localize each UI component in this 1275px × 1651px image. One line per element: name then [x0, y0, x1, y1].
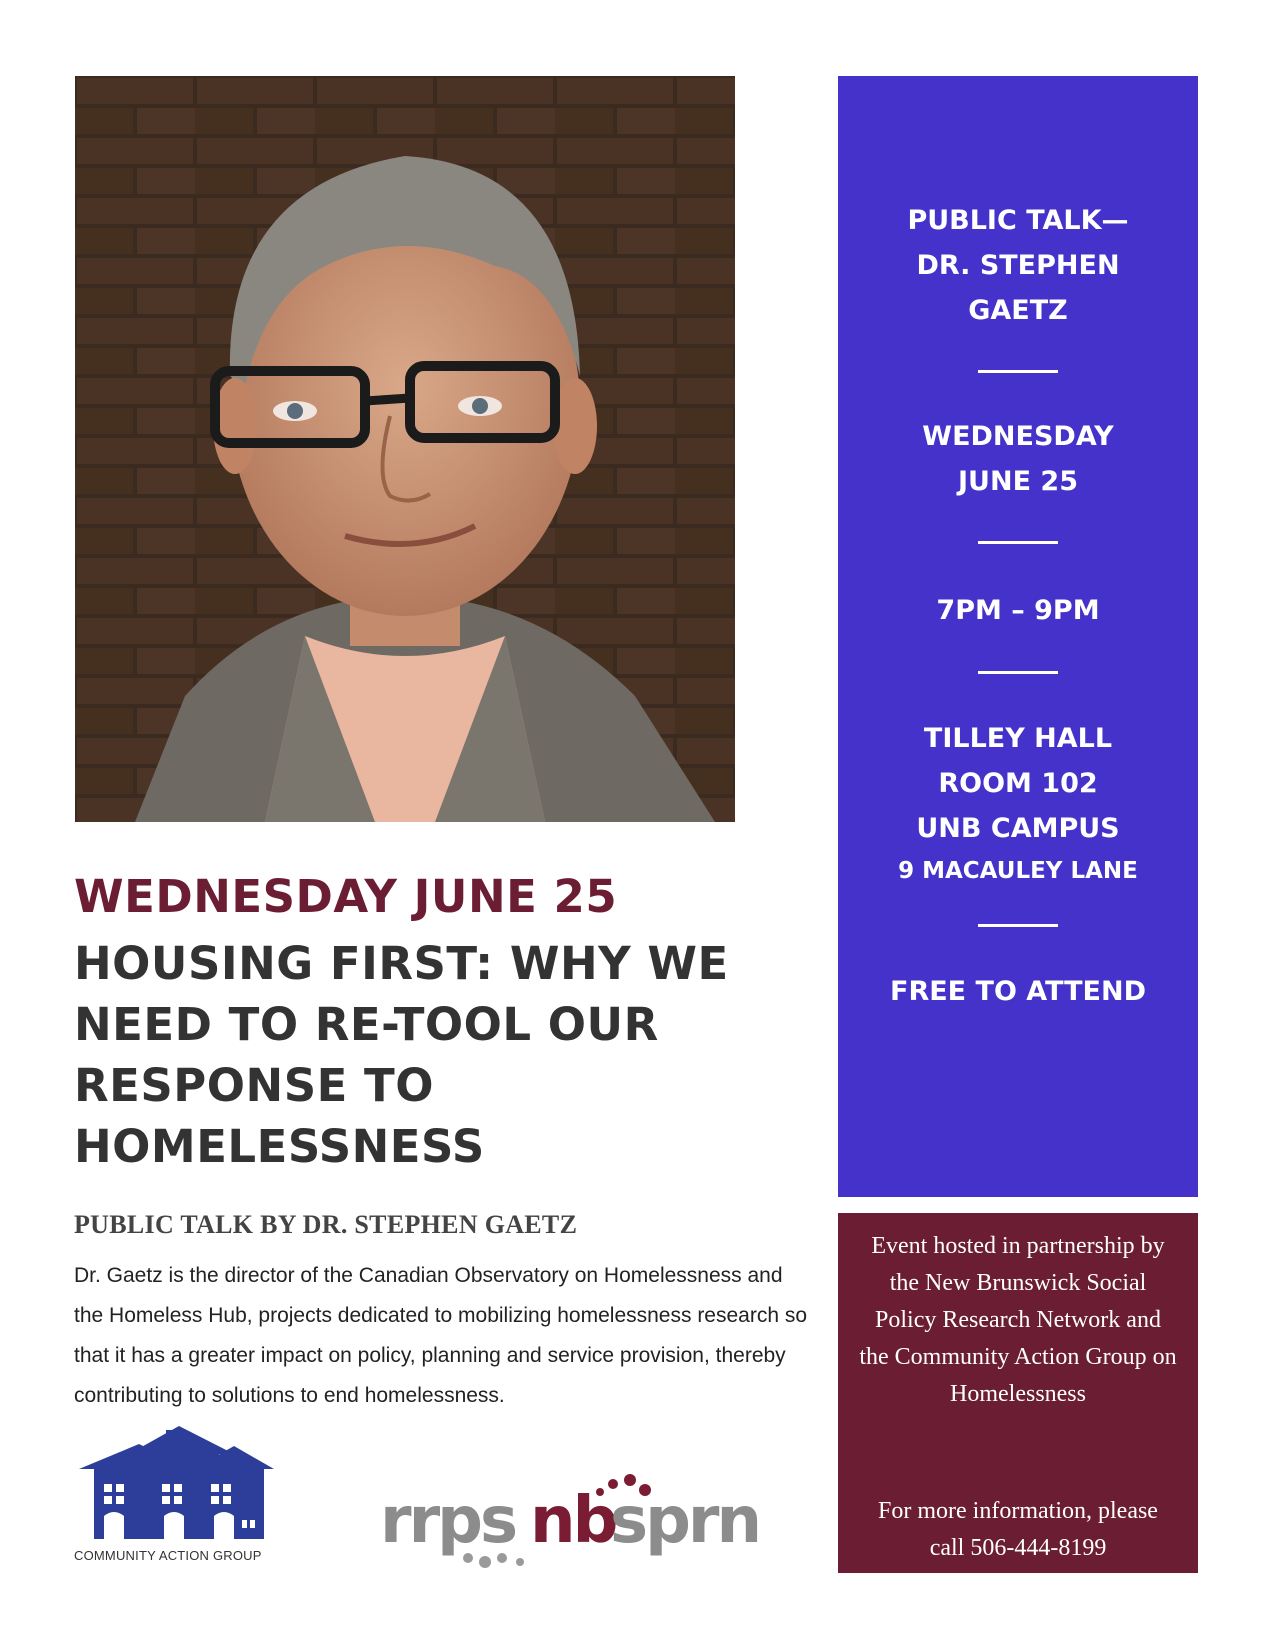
venue-address: 9 MACAULEY LANE — [898, 858, 1138, 884]
admission-note: FREE TO ATTEND — [890, 976, 1146, 1007]
talk-line: DR. STEPHEN — [916, 250, 1120, 281]
community-action-group-name: COMMUNITY ACTION GROUP — [74, 1548, 262, 1563]
date-line: WEDNESDAY — [922, 421, 1114, 452]
headline-date: WEDNESDAY JUNE 25 — [74, 870, 618, 923]
partner-info-panel — [838, 1213, 1198, 1573]
hosted-by-text: Event hosted in partnership by the New Brunswick Social Policy Research Network and the Community Action Group on Homelessness — [859, 1233, 1177, 1407]
venue-line: TILLEY HALL — [923, 723, 1113, 754]
venue-block — [838, 716, 1198, 891]
houses-icon — [74, 1424, 284, 1544]
community-action-group-logo — [74, 1424, 284, 1564]
divider — [978, 924, 1058, 927]
speaker-subheading: PUBLIC TALK BY DR. STEPHEN GAETZ — [74, 1210, 578, 1239]
logo-text-rrps: rrps — [380, 1484, 516, 1558]
speaker-photo — [75, 76, 735, 822]
cost-block — [838, 969, 1198, 1014]
talk-line: GAETZ — [968, 295, 1068, 326]
divider — [978, 671, 1058, 674]
talk-line: PUBLIC TALK— — [907, 205, 1129, 236]
headline-title: HOUSING FIRST: WHY WE NEED TO RE-TOOL OUR RESPONSE TO HOMELESSNESS — [74, 937, 729, 1173]
nbsprn-logo — [380, 1470, 760, 1570]
date-block — [838, 414, 1198, 504]
time-block — [838, 588, 1198, 633]
venue-line: ROOM 102 — [938, 768, 1098, 799]
event-time: 7PM – 9PM — [936, 595, 1100, 626]
speaker-bio: Dr. Gaetz is the director of the Canadian Observatory on Homelessness and the Homeless Hub, projects dedicated to mobilizing homelessness research so that it has a greater impact on policy, planning and service provision, thereby contributing to solutions to end homelessness. — [74, 1264, 808, 1407]
venue-line: UNB CAMPUS — [916, 813, 1120, 844]
contact-info-text: For more information, please call 506-444-8199 — [878, 1498, 1158, 1561]
event-details-panel — [838, 76, 1198, 1197]
talk-title-block — [838, 198, 1198, 333]
logo-text-nb: nb — [530, 1484, 616, 1558]
divider — [978, 541, 1058, 544]
logo-text-sprn: sprn — [610, 1484, 760, 1558]
date-line: JUNE 25 — [958, 466, 1078, 497]
divider — [978, 370, 1058, 373]
